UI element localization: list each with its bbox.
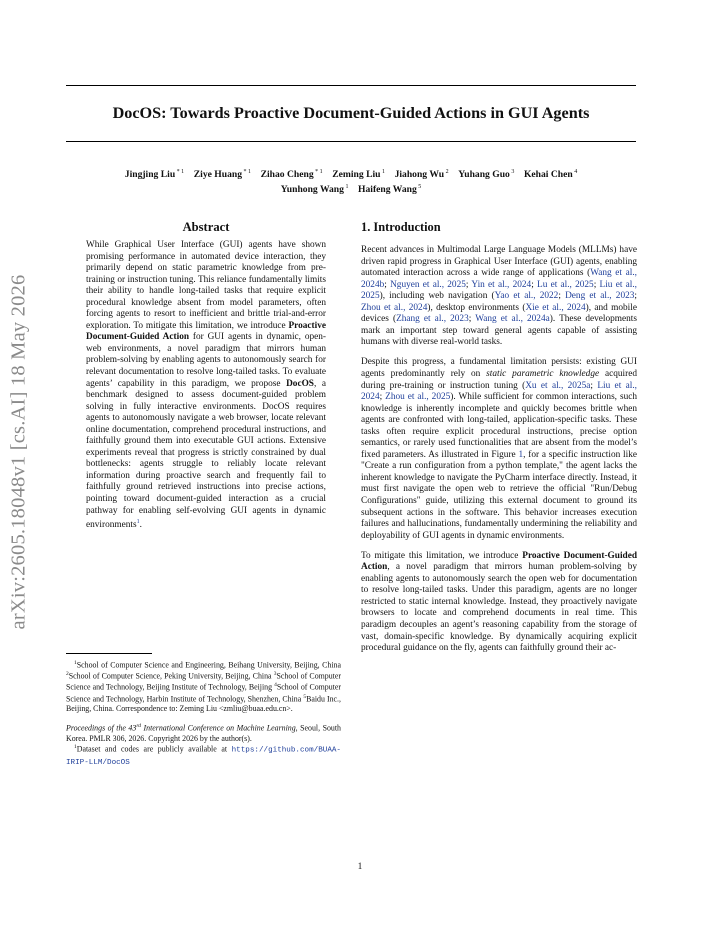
footnote-ref[interactable]: 1 — [136, 519, 140, 526]
author-name: Kehai Chen $^4$ — [523, 169, 578, 180]
abstract-text: While Graphical User Interface (GUI) agents have shown promising performance in automated device interaction, they primarily depend on static parametric knowledge from pre-training or instruction tuning. This reliance fundamentally limits their ability to handle long-tailed tasks that require explicit procedural knowledge absent from model parameters, often forcing agents to resort to inefficient and brittle trial-and-error exploration. To mitigate this limitation, we introduce Proactive Document-Guided Action for GUI agents in dynamic, open-web environments, a novel paradigm that mirrors human problem-solving by enabling agents to autonomously search for relevant documentation to resolve long-tailed tasks. To evaluate agents’ capability in this paradigm, we propose DocOS, a benchmark designed to assess document-guided problem solving in fully interactive environments. DocOS requires agents to autonomously navigate a web browser, locate relevant online documentation, comprehend procedural instructions, and faithfully ground them into executable GUI actions. Extensive experiments reveal that progress is strictly constrained by dual bottlenecks: agents struggle to reliably locate relevant information during proactive search and frequently fail to faithfully ground retrieved instructions into precise actions, pointing toward document-guided interaction as a crucial pathway for enabling self-evolving GUI agents in dynamic environments$^1$. — [86, 240, 327, 531]
author-name: Jingjing Liu $^{* 1}$ — [124, 169, 185, 180]
citation-link[interactable]: Nguyen et al., 2025 — [390, 279, 466, 290]
author-name: Jiahong Wu $^2$ — [394, 169, 449, 180]
intro-paragraph-3: To mitigate this limitation, we introduce Proactive Document-Guided Action, a novel paradigm that mirrors human problem-solving by enabling agents to autonomously search the open web for documentation to resolve long-tailed tasks. Under this paradigm, agents are no longer restricted to static internal knowledge. Instead, they proactively navigate browsers to locate and comprehend documents in real time. This paradigm decouples an agent’s reasoning capability from the storage of vast, domain-specific knowledge. By dynamically acquiring explicit procedural guidance on the fly, agents can faithfully ground their ac- — [361, 550, 638, 654]
citation-link[interactable]: Xu et al., 2025a — [525, 380, 591, 391]
footnote-rule — [66, 653, 152, 654]
affiliations-footnote: $^1$School of Computer Science and Engineering, Beihang University, Beijing, China $^2$School of Computer Science, Peking University, Beijing, China $^3$School of Computer Science and Technology, Beijing Institute of Technology, Beijing $^4$School of Computer Science and Technology, Harbin Institute of Technology, Shenzhen, China $^5$Baidu Inc., Beijing, China. Correspondence to: Zeming Liu <zmliu@buaa.edu.cn>. — [66, 660, 342, 713]
author-name: Zeming Liu $^1$ — [332, 169, 385, 180]
right-column — [361, 220, 637, 663]
citation-link[interactable]: Zhou et al., 2024 — [361, 302, 428, 313]
intro-heading: 1. Introduction — [361, 220, 441, 234]
citation-link[interactable]: Wang et al., 2024b — [361, 268, 637, 290]
author-name: Haifeng Wang $^5$ — [358, 184, 422, 195]
citation-link[interactable]: 1 — [518, 449, 524, 460]
citation-link[interactable]: Lu et al., 2025 — [537, 279, 594, 290]
citation-link[interactable]: Deng et al., 2023 — [565, 291, 635, 302]
author-name: Yuhang Guo $^3$ — [458, 169, 515, 180]
arxiv-identifier: arXiv:2605.18048v1 [cs.AI] 18 May 2026 — [7, 274, 30, 630]
citation-link[interactable]: Zhou et al., 2025 — [385, 392, 451, 403]
citation-link[interactable]: Yao et al., 2022 — [494, 291, 559, 302]
paper-title: DocOS: Towards Proactive Document-Guided Actions in GUI Agents — [112, 104, 590, 122]
page-number: 1 — [357, 862, 363, 872]
author-list — [66, 166, 636, 196]
left-column — [86, 220, 326, 532]
citation-link[interactable]: Yin et al., 2024 — [471, 279, 532, 290]
proceedings-note: Proceedings of the 43rd International Conference on Machine Learning, Seoul, South Korea. PMLR 306, 2026. Copyright 2026 by the author(s). — [66, 723, 342, 743]
data-availability-footnote: $^1$Dataset and codes are publicly available at https://github.com/BUAA-IRIP-LLM/DocOS — [66, 744, 341, 767]
citation-link[interactable]: Liu et al., 2025 — [361, 279, 637, 302]
intro-paragraph-1: Recent advances in Multimodal Large Language Models (MLLMs) have driven rapid progress in Graphical User Interface (GUI) agents, enabling automated interaction across a wide range of applications (Wang et al., 2024b; Nguyen et al., 2025; Yin et al., 2024; Lu et al., 2025; Liu et al., 2025), including web navigation (Yao et al., 2022; Deng et al., 2023; Zhou et al., 2024), desktop environments (Xie et al., 2024), and mobile devices (Zhang et al., 2023; Wang et al., 2024a). These developments mark an important step toward general agents capable of assisting humans with diverse real-world tasks. — [361, 245, 637, 348]
citation-link[interactable]: Wang et al., 2024a — [475, 314, 550, 325]
author-name: Yunhong Wang $^1$ — [280, 184, 349, 195]
abstract-heading: Abstract — [182, 220, 230, 234]
intro-paragraph-2: Despite this progress, a fundamental limitation persists: existing GUI agents predominantly rely on static parametric knowledge acquired during pre-training or instruction tuning (Xu et al., 2025a; Liu et al., 2024; Zhou et al., 2025). While sufficient for common interactions, such knowledge is inherently incomplete and quickly becomes brittle when agents are confronted with long-tailed, application-specific tasks. These tasks often require explicit procedural instructions, precise option semantics, or rarely used functionalities that are absent from the model’s fixed parameters. As illustrated in Figure 1, for a specific instruction like "Create a run configuration from a python template," the agent lacks the inherent knowledge to navigate the PyCharm interface directly. Instead, it must first navigate the open web to retrieve the official "Run/Debug Configurations" guide, utilizing this external document to ground its subsequent actions in the software. This behavior increases execution failures and hallucinations, fundamentally undermining the reliability and deployability of GUI agents in dynamic environments. — [361, 357, 637, 541]
arxiv-sidebar — [2, 262, 36, 642]
citation-link[interactable]: Liu et al., 2024 — [361, 380, 637, 403]
citation-link[interactable]: Zhang et al., 2023 — [396, 314, 469, 325]
citation-link[interactable]: Xie et al., 2024 — [525, 302, 586, 313]
title-rule-top — [66, 85, 636, 86]
repo-link[interactable]: https://github.com/BUAA-IRIP-LLM/DocOS — [66, 746, 341, 767]
author-name: Zihao Cheng $^{* 1}$ — [260, 169, 323, 180]
footnotes — [66, 659, 341, 768]
title-rule-bottom — [66, 141, 636, 142]
author-name: Ziye Huang $^{* 1}$ — [193, 169, 251, 180]
